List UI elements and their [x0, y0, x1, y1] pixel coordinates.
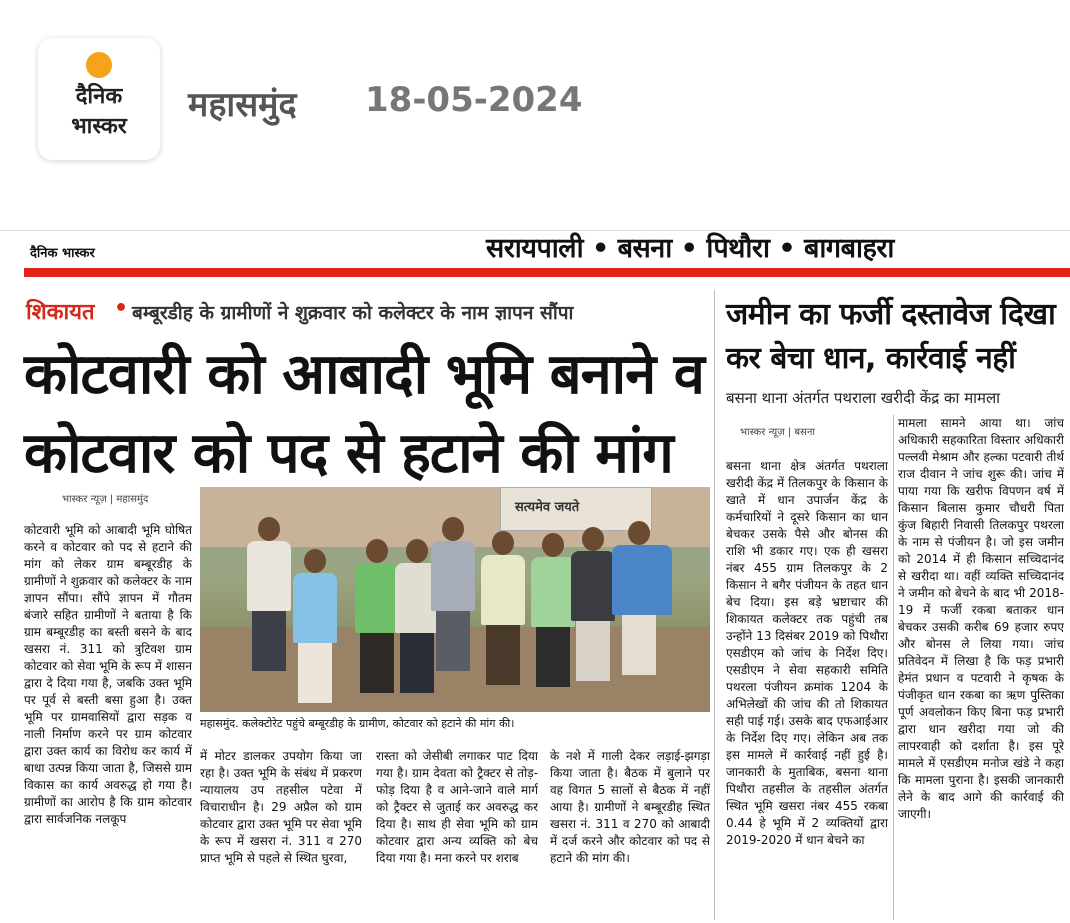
side-headline-line2: कर बेचा धान, कार्रवाई नहीं — [726, 341, 1016, 376]
article-column-4: के नशे में गाली देकर लड़ाई-झगड़ा किया जाता है। बैठक में बुलाने पर वह विगत 5 सालों से बैठक में नहीं आया है। ग्रामीणों ने बम्बूरडीह स्थित खसरा नं. 311 व 270 को आबादी में दर्ज करने और कोटवार को पद से हटाने की मांग की। — [550, 749, 710, 865]
sun-icon — [86, 52, 112, 78]
kicker-category: शिकायत — [26, 300, 95, 325]
main-headline-line1: कोटवारी को आबादी भूमि बनाने व — [24, 342, 704, 407]
byline: भास्कर न्यूज़ | महासमुंद — [62, 494, 149, 505]
side-column-2: मामला सामने आया था। जांच अधिकारी सहकारिता विस्तार अधिकारी पल्लवी मेश्राम और हल्का पटवारी तीर्थ राज दीवान ने जांच शुरू की। जांच में पाया गया कि खरीफ विपणन वर्ष में किसान बिलास कुमार चौधरी पिता कुंज बिहारी निवासी तिलकपुर पथरला के नाम से पंजीयन है। जो इस जमीन को 2014 में ही किसान सच्चिदानंद से खरीदा था। वहीं व्यक्ति सच्चिदानंद ने जमीन को बेचने के बाद भी 2018-19 में फर्जी रकबा बताकर धान बेचकर उसकी करीब 69 हजार रुपए और बोनस ले लिया गया। जांच प्रतिवेदन में लिखा है कि फड़ प्रभारी हेमंत प्रधान व पटवारी ने कृषक के पंजीकृत धान रकबा का ऋण पुस्तिका पूर्ण अवलोकन किए बिना फड़ प्रभारी द्वारा धान खरीदा गया जो की लापरवाही को दर्शाता है। इस पूरे मामले में एसडीएम मनोज खंडे ने कहा कि मामला पुराना है। इसकी जानकारी लेने के बाद आगे की कार्रवाई की जाएगी। — [898, 416, 1064, 821]
dainik-bhaskar-logo — [38, 38, 160, 160]
side-byline: भास्कर न्यूज़ | बसना — [740, 427, 815, 438]
kicker-text: बम्बूरडीह के ग्रामीणों ने शुक्रवार को कलेक्टर के नाम ज्ञापन सौंपा — [132, 302, 574, 324]
logo-line1: दैनिक — [75, 84, 123, 109]
red-rule — [24, 268, 1070, 277]
logo-line2: भास्कर — [71, 114, 127, 139]
article-column-2: में मोटर डालकर उपयोग किया जा रहा है। उक्त भूमि के संबंध में प्रकरण न्यायालय उप तहसील पटेवा में विचाराधीन है। 29 अप्रैल को ग्राम कोटवार द्वारा उक्त भूमि पर सेवा भूमि के रूप में खसरा नं. 311 व 270 प्राप्त भूमि से पहले से स्थित घुरवा, — [200, 749, 362, 865]
paper-brand: दैनिक भास्कर — [30, 246, 95, 261]
side-subhead: बसना थाना अंतर्गत पथराला खरीदी केंद्र का मामला — [726, 389, 1001, 407]
photo-caption: महासमुंद. कलेक्टोरेट पहुंचे बम्बूरडीह के ग्रामीण, कोटवार को हटाने की मांग की। — [200, 717, 515, 730]
article-column-1: कोटवारी भूमि को आबादी भूमि घोषित करने व कोटवार को पद से हटाने की मांग को लेकर ग्राम बम्बूरडीह के ग्रामीणों ने शुक्रवार को कलेक्टर के नाम ज्ञापन सौंपा। सौंपे ज्ञापन में गौतम बंजारे सहित ग्रामीणों ने बताया है कि ग्राम बम्बूरडीह का बस्ती बसने के बाद खसरा नं. 311 को त्रुटिवश ग्राम कोटवार को सेवा भूमि के रूप में शासन द्वारा दे दिया गया है, जबकि उक्त भूमि पर पूर्व से बस्ती बसा हुआ है। उक्त भूमि पर ग्रामवासियों द्वारा सड़क व नाली निर्माण करने पर ग्राम कोटवार द्वारा उक्त कार्य का विरोध कर कार्य में बाधा उत्पन्न किया जाता है, जिससे ग्राम विकास का कार्य अवरुद्ध हो गया है। ग्रामीणों का आरोप है कि ग्राम कोटवार द्वारा सार्वजनिक नलकूप — [24, 523, 192, 826]
news-photo — [200, 487, 710, 712]
photo-sign: सत्यमेव जयते — [515, 500, 580, 515]
section-tags: सरायपाली • बसना • पिथौरा • बागबाहरा — [486, 233, 894, 264]
kicker-dot: • — [114, 296, 129, 321]
main-headline-line2: कोटवार को पद से हटाने की मांग — [24, 421, 673, 486]
article-column-3: रास्ता को जेसीबी लगाकर पाट दिया गया है। ग्राम देवता को ट्रैक्टर से तोड़-फोड़ दिया है व आने-जाने वाले मार्ग को ट्रैक्टर से जुताई कर अवरुद्ध कर दिया है। साथ ही सेवा भूमि को ग्राम कोटवार द्वारा अन्य व्यक्ति को बेच दिया गया है। मना करने पर शराब — [376, 749, 538, 865]
side-column-1: बसना थाना क्षेत्र अंतर्गत पथराला खरीदी केंद्र में तिलकपुर के किसान के खाते में धान उपार्जन केंद्र के कर्मचारियों ने दूसरे किसान का धान बेचकर उसके पैसे और बोनस की राशि भी डकार गए। एक ही खसरा नंबर 455 ग्राम तिलकपुर के 2 किसान ने बगैर पंजीयन के तहत धान बेच दिया। इस बड़े भ्रष्टाचार की शिकायत कलेक्टर तक पहुंची तब उन्होंने 13 दिसंबर 2019 को पिथौरा एसडीएम को जांच के निर्देश दिए। एसडीएम ने सेवा सहकारी समिति पथरला पंजीयन क्रमांक 1204 के अभिलेखों की जांच की तो शिकायत सही पाई गई। उसके बाद एफआईआर के निर्देश दिए गए। लेकिन अब तक इस मामले में कार्रवाई नहीं हुई है। जानकारी के मुताबिक, बसना थाना पिथौरा तहसील के तहसील अंतर्गत स्थित भूमि खसरा नंबर 455 रकबा 0.44 हे भूमि में 2 व्यक्तियों द्वारा 2019-2020 में धान बेचने का — [726, 459, 888, 847]
side-headline-line1: जमीन का फर्जी दस्तावेज दिखा — [726, 297, 1056, 332]
column-divider — [714, 290, 715, 920]
edition-date: 18-05-2024 — [365, 80, 583, 120]
column-divider — [893, 415, 894, 920]
edition-city: महासमुंद — [188, 85, 297, 125]
